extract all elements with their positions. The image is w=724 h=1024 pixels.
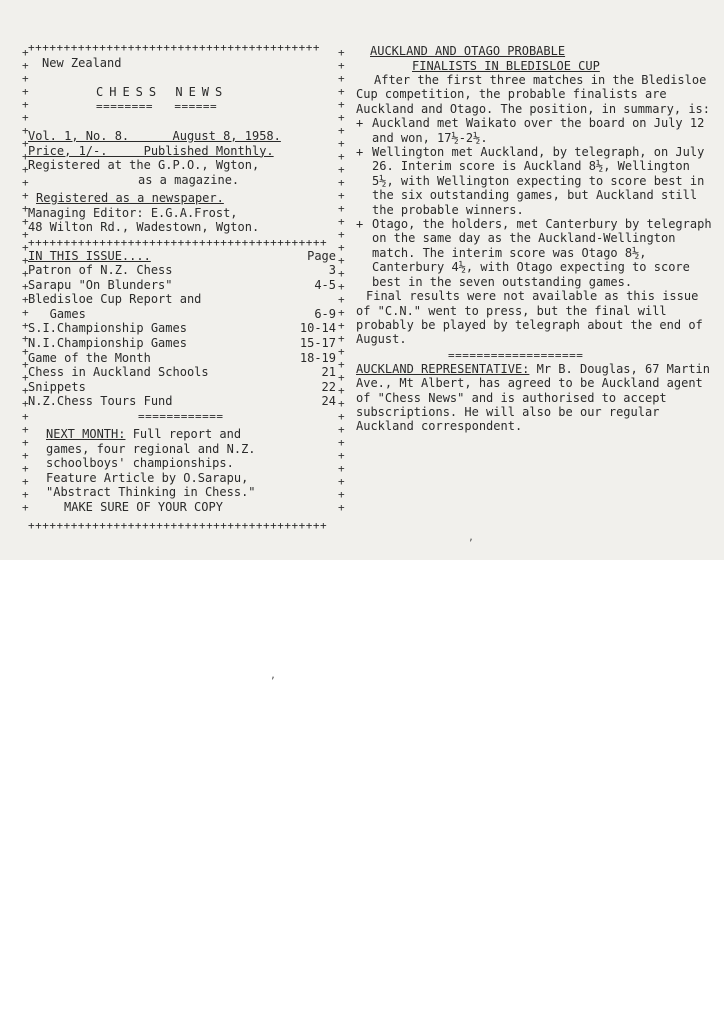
registered-line-2: as a magazine. — [138, 172, 240, 187]
registered-newspaper: Registered as a newspaper. — [36, 191, 224, 205]
price-line: Price, 1/-. Published Monthly. — [28, 143, 274, 158]
ink-speck: , — [270, 670, 277, 681]
toc-item: N.Z.Chess Tours Fund 24 — [28, 394, 336, 409]
left-column — [28, 42, 346, 532]
left-border-marks: + + + + + + + + + + + + + + + + + + + + + + + + + + + + + + + + + + + + — [22, 46, 29, 514]
next-month-label: NEXT MONTH: — [46, 427, 126, 442]
registered-line-1: Registered at the G.P.O., Wgton, — [28, 158, 260, 172]
ink-speck: , — [468, 532, 475, 543]
address-line: 48 Wilton Rd., Wadestown, Wgton. — [28, 220, 260, 234]
toc-item: N.I.Championship Games 15-17 — [28, 336, 336, 351]
bledisloe-divider: =================== — [448, 349, 584, 362]
toc-item: Game of the Month 18-19 — [28, 350, 336, 365]
next-month-line-4: Feature Article by O.Sarapu, — [46, 470, 249, 485]
next-month-line-1: NEXT MONTH: Full report and — [46, 427, 242, 442]
bledisloe-closing: Final results were not available as this issue of "C.N." went to press, but the final will probably be played by telegraph about the end of August. — [356, 289, 703, 347]
masthead-top-border: +++++++++++++++++++++++++++++++++++++++++ — [28, 42, 321, 54]
next-month-bottom-border: ++++++++++++++++++++++++++++++++++++++++++ — [28, 520, 328, 533]
bledisloe-bullet: + Auckland met Waikato over the board on July 12 and won, 17½-2½. — [356, 116, 705, 145]
bledisloe-intro: After the first three matches in the Bledisloe Cup competition, the probable finalists are Auckland and Otago. The position, in summary, is: — [356, 73, 711, 116]
toc-item: Games 6-9 — [28, 306, 336, 321]
toc-item: Chess in Auckland Schools 21 — [28, 365, 336, 380]
bledisloe-headline-1: AUCKLAND AND OTAGO PROBABLE — [370, 44, 566, 58]
representative-label: AUCKLAND REPRESENTATIVE: — [356, 361, 530, 376]
masthead-country: New Zealand — [42, 56, 122, 70]
column-divider-marks: + + + + + + + + + + + + + + + + + + + + + + + + + + + + + + + + + + + + — [338, 46, 345, 514]
bledisloe-headline-2: FINALISTS IN BLEDISLOE CUP — [412, 58, 600, 73]
contents-heading: IN THIS ISSUE.... — [28, 248, 151, 263]
toc-item: Bledisloe Cup Report and — [28, 292, 202, 307]
right-column — [356, 44, 712, 434]
next-month-line-3: schoolboys' championships. — [46, 456, 234, 471]
toc-item: S.I.Championship Games 10-14 — [28, 321, 336, 336]
bledisloe-bullet: + Wellington met Auckland, by telegraph, on July 26. Interim score is Auckland 8½, Wellington 5½, with Wellington expecting to score best in the six outstanding games, but Auckland still the probable winners. — [356, 145, 705, 217]
editor-line: Managing Editor: E.G.A.Frost, — [28, 205, 238, 220]
toc-item: Snippets 22 — [28, 379, 336, 394]
next-month-line-6: MAKE SURE OF YOUR COPY — [64, 499, 223, 514]
masthead-title-rule: ======== ====== — [96, 101, 218, 113]
representative-notice: AUCKLAND REPRESENTATIVE: Mr B. Douglas, 67 Martin Ave., Mt Albert, has agreed to be Auckland agent of "Chess News" and is authorised to accept subscriptions. He will also be our regular Auckland correspondent. — [356, 361, 711, 434]
contents-page-label: Page — [307, 248, 336, 263]
toc-item: Patron of N.Z. Chess 3 — [28, 263, 336, 278]
contents-divider: ============ — [138, 411, 224, 424]
contents-heading-row — [28, 249, 346, 264]
next-month-line-2: games, four regional and N.Z. — [46, 441, 256, 456]
bledisloe-bullet: + Otago, the holders, met Canterbury by telegraph on the same day as the Auckland-Wellington match. The interim score was Otago 8½, Canterbury 4½, with Otago expecting to score best in the seven outstanding games. — [356, 217, 712, 289]
next-month-line-5: "Abstract Thinking in Chess." — [46, 485, 256, 500]
masthead-title: CHESS NEWS — [96, 84, 229, 99]
masthead-mid-border: ++++++++++++++++++++++++++++++++++++++++++ — [28, 236, 328, 249]
toc-item: Sarapu "On Blunders" 4-5 — [28, 277, 336, 292]
volume-line: Vol. 1, No. 8. August 8, 1958. — [28, 129, 281, 143]
